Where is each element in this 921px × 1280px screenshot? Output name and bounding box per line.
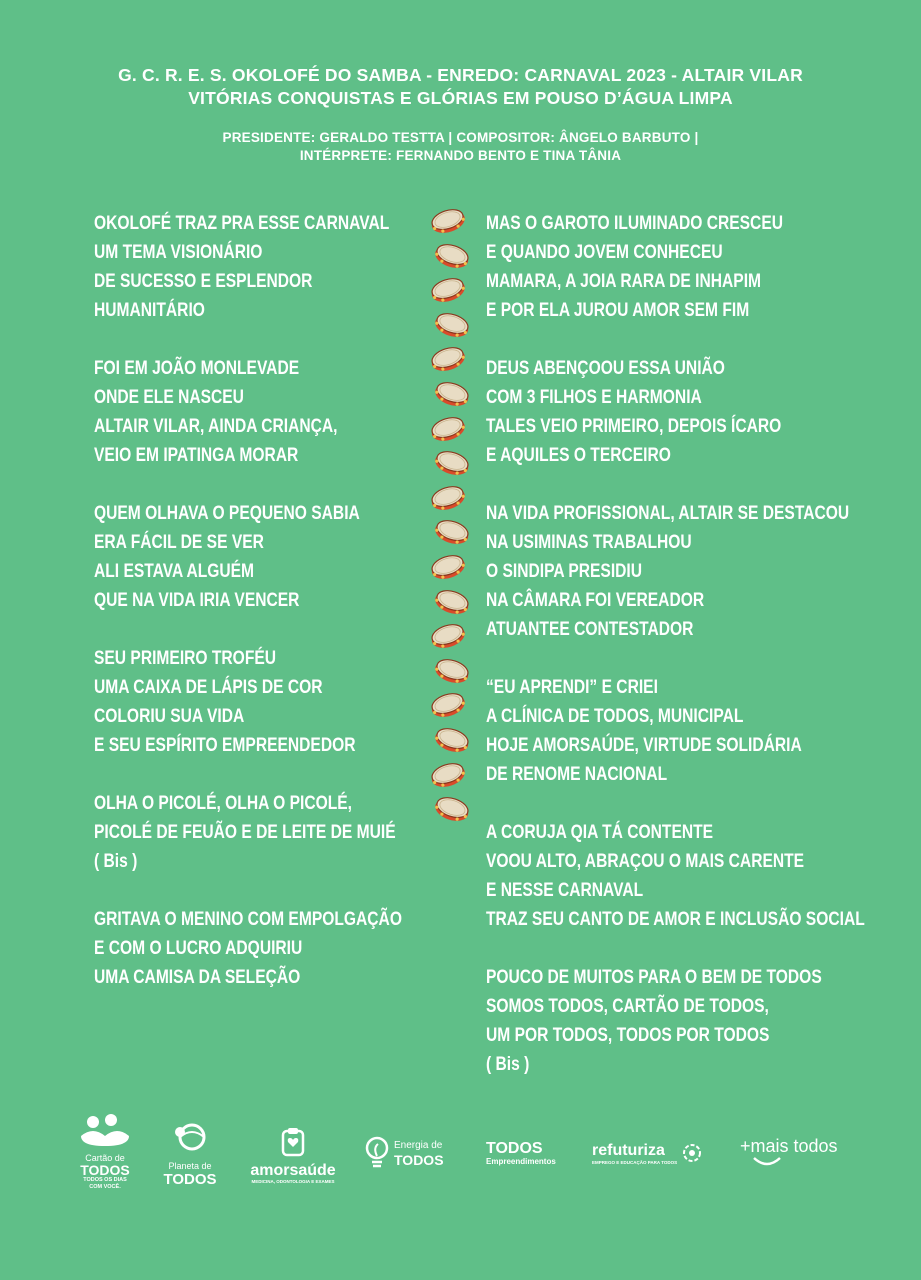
tambourine-icon <box>432 242 472 270</box>
lyric-line: SEU PRIMEIRO TROFÉU <box>94 647 277 669</box>
lyric-line: E SEU ESPÍRITO EMPREENDEDOR <box>94 734 356 756</box>
lyric-line: QUEM OLHAVA O PEQUENO SABIA <box>94 502 360 524</box>
lyric-line: NA USIMINAS TRABALHOU <box>486 531 692 553</box>
logo-mais-todos <box>740 1136 864 1156</box>
tambourine-icon <box>428 553 468 581</box>
lyric-line: OLHA O PICOLÉ, OLHA O PICOLÉ, <box>94 792 352 814</box>
lyric-line: UMA CAIXA DE LÁPIS DE COR <box>94 676 323 698</box>
lyric-line: ATUANTEE CONTESTADOR <box>486 618 694 640</box>
lyric-line: NA VIDA PROFISSIONAL, ALTAIR SE DESTACOU <box>486 502 850 524</box>
logo-text: amorsaúde <box>250 1162 336 1179</box>
tambourine-icon <box>432 795 472 823</box>
logo-refuturiza <box>592 1142 710 1166</box>
stanza-gap <box>486 789 865 818</box>
lyric-line: SOMOS TODOS, CARTÃO DE TODOS, <box>486 995 769 1017</box>
tambourine-icon <box>428 484 468 512</box>
lyric-line: E POR ELA JUROU AMOR SEM FIM <box>486 299 750 321</box>
song-title <box>0 64 921 110</box>
tambourine-icon <box>428 761 468 789</box>
stanza-gap <box>486 325 865 354</box>
logo-text: Energia de <box>394 1140 443 1151</box>
lyric-line: ALI ESTAVA ALGUÉM <box>94 560 255 582</box>
logo-text: Cartão de <box>85 1153 125 1163</box>
clipboard-heart-icon <box>276 1126 310 1158</box>
cartao-logo-icon <box>77 1114 133 1148</box>
lyric-line: ONDE ELE NASCEU <box>94 386 244 408</box>
sponsor-logos <box>0 1110 921 1200</box>
lyric-line: “EU APRENDI” E CRIEI <box>486 676 658 698</box>
tambourine-icon <box>428 415 468 443</box>
stanza-gap <box>486 644 865 673</box>
logo-text: TODOS <box>80 1162 130 1178</box>
lyric-line: COLORIU SUA VIDA <box>94 705 245 727</box>
lyric-line: VOOU ALTO, ABRAÇOU O MAIS CARENTE <box>486 850 805 872</box>
logo-todos-empreendimentos <box>486 1140 566 1167</box>
tambourine-icon <box>428 345 468 373</box>
tambourine-icon <box>432 726 472 754</box>
lyric-line: E NESSE CARNAVAL <box>486 879 644 901</box>
lyric-line: A CORUJA QIA TÁ CONTENTE <box>486 821 714 843</box>
lyric-line: ALTAIR VILAR, AINDA CRIANÇA, <box>94 415 338 437</box>
lyric-line: E AQUILES O TERCEIRO <box>486 444 671 466</box>
lyric-line: DE SUCESSO E ESPLENDOR <box>94 270 313 292</box>
lyric-line: FOI EM JOÃO MONLEVADE <box>94 357 300 379</box>
logo-planeta-de-todos <box>156 1122 224 1188</box>
tambourine-icon <box>432 449 472 477</box>
lyric-line: COM 3 FILHOS E HARMONIA <box>486 386 702 408</box>
stanza-gap <box>94 876 402 905</box>
lyrics-left-column <box>94 209 402 992</box>
lyric-line: ( Bis ) <box>94 850 138 872</box>
stanza-gap <box>486 470 865 499</box>
lyric-line: UM TEMA VISIONÁRIO <box>94 241 263 263</box>
lyric-line: O SINDIPA PRESIDIU <box>486 560 643 582</box>
lyric-line: HOJE AMORSAÚDE, VIRTUDE SOLIDÁRIA <box>486 734 802 756</box>
lyric-line: POUCO DE MUITOS PARA O BEM DE TODOS <box>486 966 822 988</box>
tambourine-icon <box>432 311 472 339</box>
lyric-line: VEIO EM IPATINGA MORAR <box>94 444 299 466</box>
stanza-gap <box>94 760 402 789</box>
tambourine-icon <box>428 207 468 235</box>
swirl-icon <box>680 1142 704 1164</box>
tambourine-icon <box>432 588 472 616</box>
lyric-line: HUMANITÁRIO <box>94 299 205 321</box>
stanza-gap <box>94 470 402 499</box>
lyric-line: E QUANDO JOVEM CONHECEU <box>486 241 723 263</box>
tambourine-icon <box>432 380 472 408</box>
lyric-line: MAS O GAROTO ILUMINADO CRESCEU <box>486 212 783 234</box>
lyric-line: OKOLOFÉ TRAZ PRA ESSE CARNAVAL <box>94 212 390 234</box>
stanza-gap <box>486 934 865 963</box>
lyric-line: PICOLÉ DE FEUÃO E DE LEITE DE MUIÉ <box>94 821 396 843</box>
logo-text: refuturiza <box>592 1142 665 1159</box>
lyric-line: TALES VEIO PRIMEIRO, DEPOIS ÍCARO <box>486 415 782 437</box>
lyric-line: UMA CAMISA DA SELEÇÃO <box>94 966 301 988</box>
lyrics-right-column <box>486 209 865 1079</box>
lyric-line: ( Bis ) <box>486 1053 530 1075</box>
logo-text: EMPREGO E EDUCAÇÃO PARA TODOS <box>592 1160 678 1165</box>
tambourine-icon <box>428 276 468 304</box>
logo-cartao-de-todos <box>74 1114 136 1191</box>
lyric-line: TRAZ SEU CANTO DE AMOR E INCLUSÃO SOCIAL <box>486 908 865 930</box>
lyric-line: MAMARA, A JOIA RARA DE INHAPIM <box>486 270 762 292</box>
lyric-line: UM POR TODOS, TODOS POR TODOS <box>486 1024 770 1046</box>
title-line-1: G. C. R. E. S. OKOLOFÉ DO SAMBA - ENREDO: CARNAVAL 2023 - ALTAIR VILAR <box>118 65 803 85</box>
logo-text: MEDICINA, ODONTOLOGIA E EXAMES <box>251 1179 335 1184</box>
lyric-line: QUE NA VIDA IRIA VENCER <box>94 589 300 611</box>
logo-text: COM VOCÊ. <box>89 1184 121 1190</box>
credits <box>0 129 921 165</box>
logo-text: Empreendimentos <box>486 1157 556 1166</box>
tambourine-icon <box>432 657 472 685</box>
stanza-gap <box>94 325 402 354</box>
logo-text: TODOS <box>394 1152 444 1168</box>
lyric-line: DE RENOME NACIONAL <box>486 763 668 785</box>
lyric-line: GRITAVA O MENINO COM EMPOLGAÇÃO <box>94 908 402 930</box>
logo-text: TODOS OS DIAS <box>83 1177 127 1183</box>
logo-text: TODOS <box>486 1140 543 1157</box>
tambourine-icon <box>432 518 472 546</box>
lyric-line: A CLÍNICA DE TODOS, MUNICIPAL <box>486 705 744 727</box>
lyric-line: ERA FÁCIL DE SE VER <box>94 531 264 553</box>
lyric-line: E COM O LUCRO ADQUIRIU <box>94 937 303 959</box>
logo-text: TODOS <box>163 1171 217 1188</box>
credits-line-2: INTÉRPRETE: FERNANDO BENTO E TINA TÂNIA <box>299 148 622 163</box>
logo-text: Planeta de <box>168 1161 212 1171</box>
tambourine-icon <box>428 691 468 719</box>
planet-icon <box>168 1122 212 1156</box>
logo-text: +mais todos <box>740 1136 838 1156</box>
lyric-line: NA CÂMARA FOI VEREADOR <box>486 589 705 611</box>
smile-icon <box>752 1156 782 1168</box>
credits-line-1: PRESIDENTE: GERALDO TESTTA | COMPOSITOR: ÂNGELO BARBUTO | <box>222 130 699 145</box>
logo-amorsaude <box>244 1126 342 1185</box>
lightbulb-icon <box>364 1136 390 1170</box>
title-line-2: VITÓRIAS CONQUISTAS E GLÓRIAS EM POUSO D’ÁGUA LIMPA <box>188 88 733 108</box>
lyric-line: DEUS ABENÇOOU ESSA UNIÃO <box>486 357 725 379</box>
stanza-gap <box>94 615 402 644</box>
tambourine-icon <box>428 622 468 650</box>
